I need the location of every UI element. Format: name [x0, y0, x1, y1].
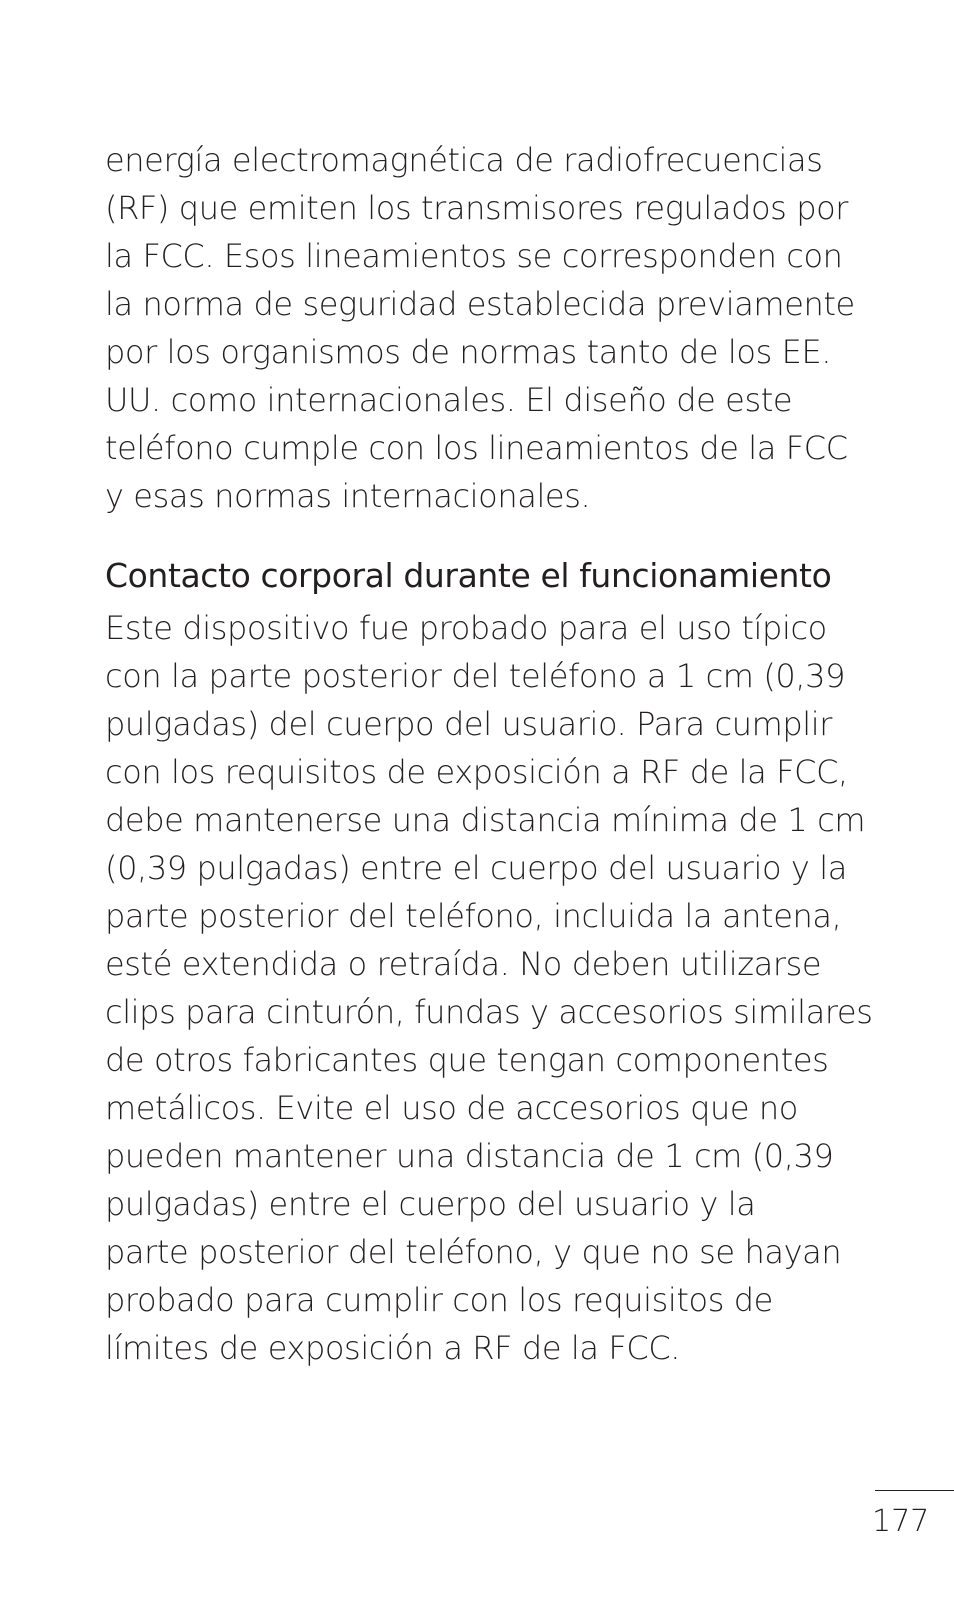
- body-line: límites de exposición a RF de la FCC.: [105, 1329, 681, 1367]
- body-line: debe mantenerse una distancia mínima de 1 cm: [105, 801, 866, 839]
- section-heading: Contacto corporal durante el funcionamiento: [105, 556, 832, 595]
- body-line: con la parte posterior del teléfono a 1 cm (0,39: [105, 657, 846, 695]
- intro-line: UU. como internacionales. El diseño de este: [105, 381, 793, 419]
- body-line: probado para cumplir con los requisitos de: [105, 1281, 773, 1319]
- body-line: pulgadas) entre el cuerpo del usuario y la: [105, 1185, 756, 1223]
- body-line: esté extendida o retraída. No deben utilizarse: [105, 945, 822, 983]
- body-line: Este dispositivo fue probado para el uso típico: [105, 609, 827, 647]
- page-number-rule: [875, 1490, 954, 1491]
- intro-line: la FCC. Esos lineamientos se corresponden con: [105, 237, 843, 275]
- intro-line: la norma de seguridad establecida previamente: [105, 285, 855, 323]
- body-line: de otros fabricantes que tengan componentes: [105, 1041, 829, 1079]
- intro-paragraph: [105, 136, 865, 520]
- body-line: clips para cinturón, fundas y accesorios similares: [105, 993, 873, 1031]
- intro-line: (RF) que emiten los transmisores regulados por: [105, 189, 849, 227]
- body-line: (0,39 pulgadas) entre el cuerpo del usuario y la: [105, 849, 847, 887]
- body-line: pueden mantener una distancia de 1 cm (0,39: [105, 1137, 834, 1175]
- body-line: con los requisitos de exposición a RF de la FCC,: [105, 753, 848, 791]
- body-line: pulgadas) del cuerpo del usuario. Para cumplir: [105, 705, 833, 743]
- body-line: parte posterior del teléfono, y que no se hayan: [105, 1233, 842, 1271]
- intro-line: por los organismos de normas tanto de los EE.: [105, 333, 832, 371]
- body-paragraph: [105, 604, 873, 1372]
- page-number: 177: [872, 1504, 930, 1539]
- intro-line: y esas normas internacionales.: [105, 477, 591, 515]
- body-line: parte posterior del teléfono, incluida la antena,: [105, 897, 842, 935]
- body-line: metálicos. Evite el uso de accesorios que no: [105, 1089, 798, 1127]
- intro-line: teléfono cumple con los lineamientos de la FCC: [105, 429, 848, 467]
- intro-line: energía electromagnética de radiofrecuencias: [105, 141, 823, 179]
